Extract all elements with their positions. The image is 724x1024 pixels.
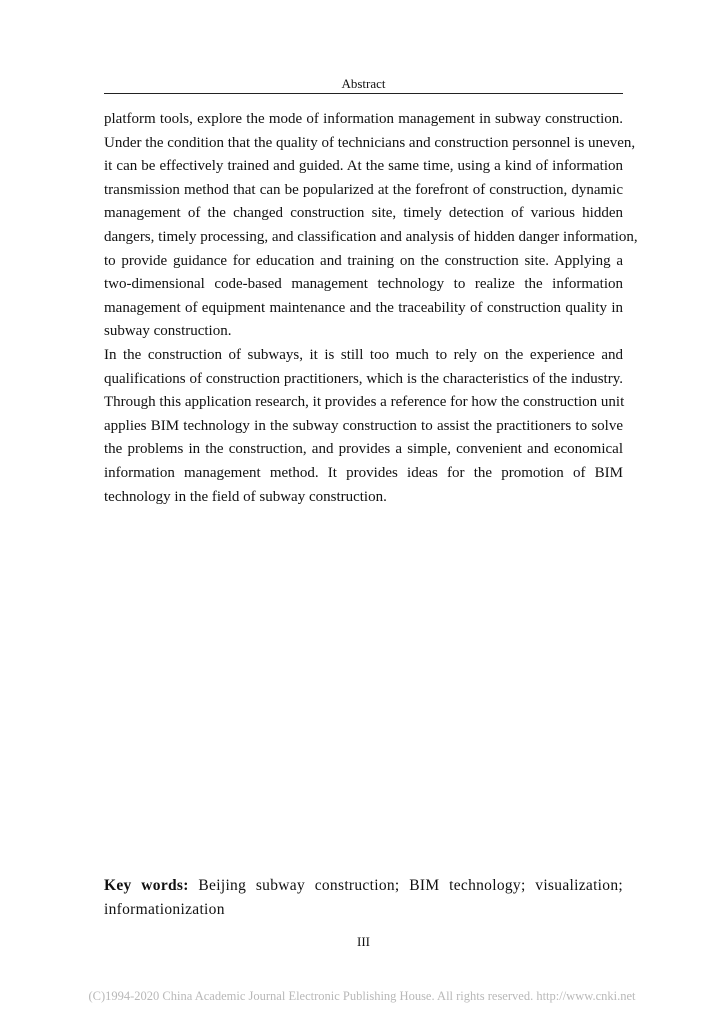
abstract-line: information management method. It provides ideas for the promotion of BIM — [104, 464, 623, 481]
abstract-line: In the construction of subways, it is still too much to rely on the experience and — [104, 346, 623, 363]
keywords-block — [104, 874, 623, 921]
keywords-text: Beijing subway construction; BIM technology; visualization; — [198, 877, 623, 894]
abstract-line: management of equipment maintenance and the traceability of construction quality in — [104, 299, 623, 316]
abstract-line: management of the changed construction site, timely detection of various hidden — [104, 205, 623, 222]
copyright-footer: (C)1994-2020 China Academic Journal Electronic Publishing House. All rights reserved. http://www.cnki.net — [88, 989, 636, 1003]
header-rule — [104, 93, 623, 94]
keywords-label: Key words: — [104, 877, 189, 894]
abstract-line: it can be effectively trained and guided. At the same time, using a kind of information — [104, 158, 623, 175]
abstract-line: the problems in the construction, and provides a simple, convenient and economical — [104, 441, 623, 458]
keywords-line — [104, 874, 623, 898]
abstract-line: two-dimensional code-based management technology to realize the information — [104, 276, 623, 293]
abstract-line: platform tools, explore the mode of information management in subway construction. — [104, 111, 623, 127]
abstract-line: subway construction. — [104, 323, 232, 340]
abstract-line: qualifications of construction practitioners, which is the characteristics of the industry. — [104, 370, 623, 387]
abstract-line: transmission method that can be popularized at the forefront of construction, dynamic — [104, 181, 623, 198]
page-number: III — [357, 934, 370, 949]
running-header: Abstract — [341, 76, 386, 91]
abstract-line: to provide guidance for education and training on the construction site. Applying a — [104, 252, 623, 269]
abstract-body — [104, 108, 638, 509]
keywords-text-continued: informationization — [104, 900, 225, 918]
abstract-line: technology in the field of subway construction. — [104, 488, 387, 505]
abstract-line: Through this application research, it provides a reference for how the construction unit — [104, 394, 625, 411]
abstract-line: Under the condition that the quality of technicians and construction personnel is uneven, — [104, 134, 636, 151]
abstract-line: applies BIM technology in the subway construction to assist the practitioners to solve — [104, 417, 623, 434]
abstract-line: dangers, timely processing, and classification and analysis of hidden danger information, — [104, 228, 638, 245]
